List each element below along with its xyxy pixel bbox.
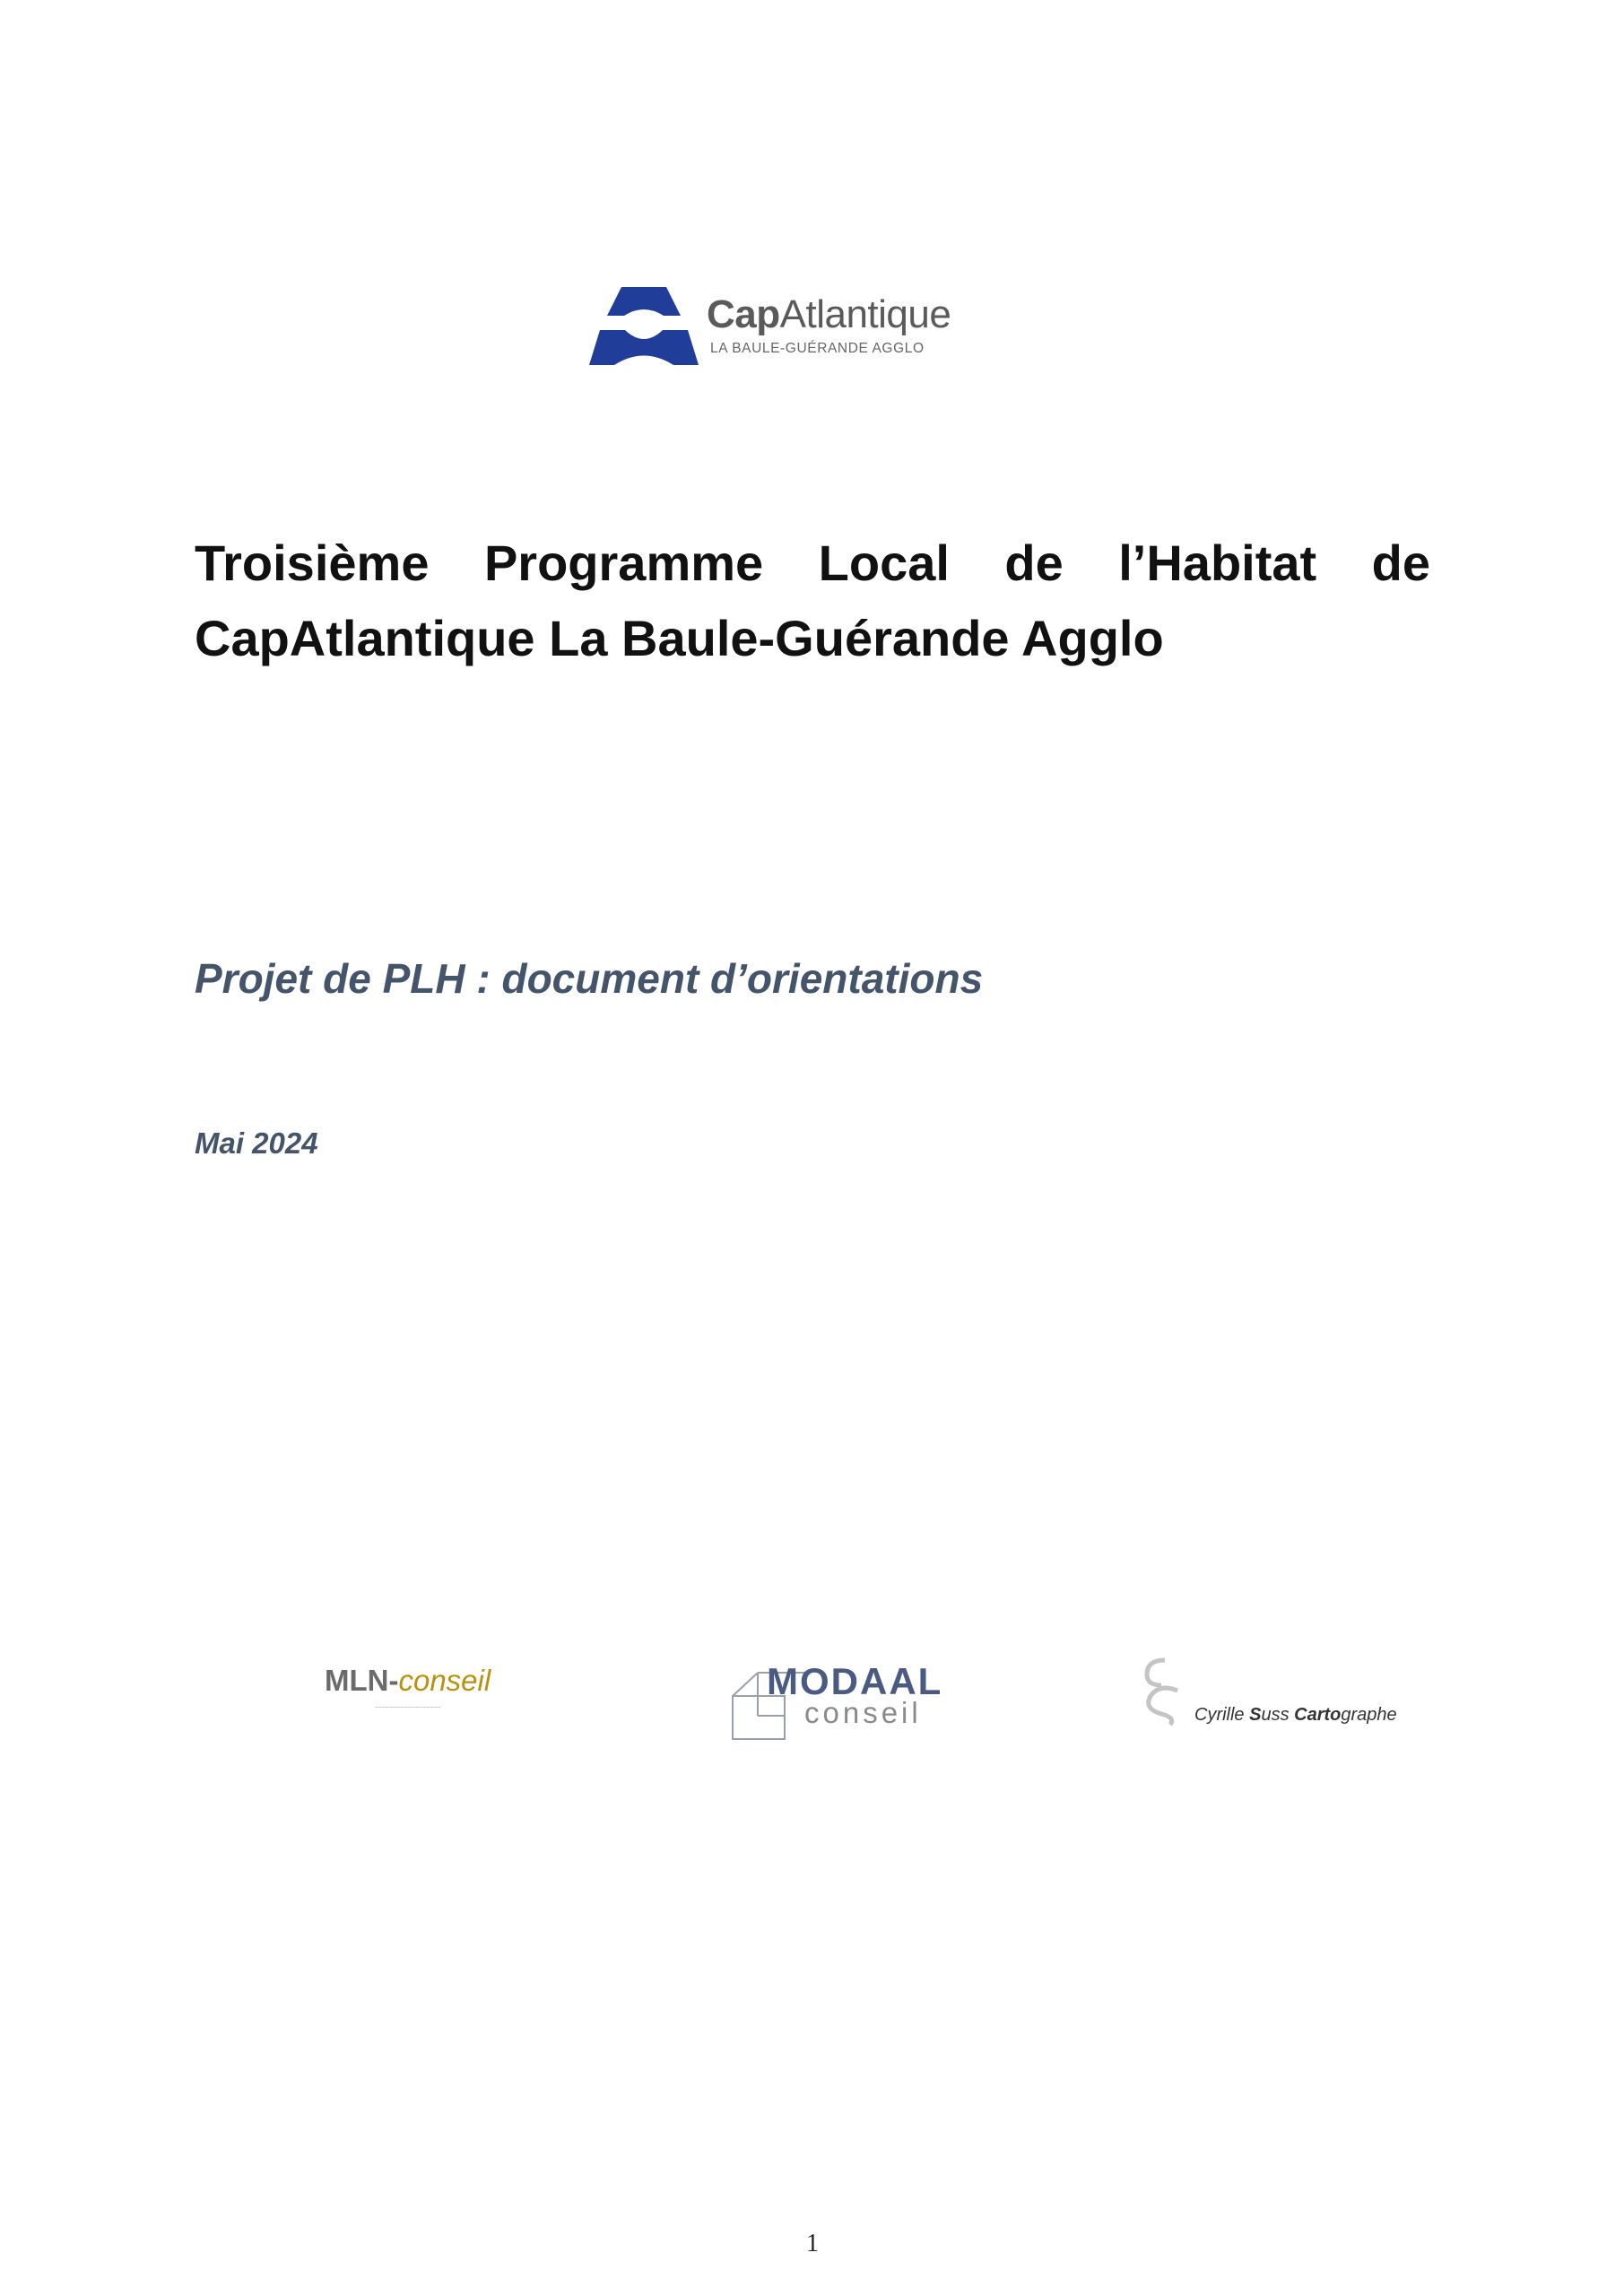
cyrille-suss-cartographe-logo: [1134, 1655, 1403, 1735]
capatlantique-logo-name: CapAtlantique: [707, 292, 951, 336]
capatlantique-logo: [587, 285, 955, 375]
modaal-conseil-logo: [731, 1660, 968, 1744]
document-date: Mai 2024: [195, 1126, 318, 1160]
capatlantique-emblem-icon: [587, 285, 699, 368]
document-title: [195, 526, 1430, 676]
modaal-logo-part-1: MODAAL: [767, 1660, 943, 1702]
modaal-logo-part-2: conseil: [804, 1696, 922, 1729]
document-subtitle: Projet de PLH : document d’orientations: [195, 955, 984, 1002]
document-title-line-1: Troisième Programme Local de l’Habitat de: [195, 535, 1430, 591]
mln-logo-tagline: ~~~~~~~~~~~~~~~~~~: [375, 1705, 441, 1711]
cs-monogram-icon: [1134, 1655, 1197, 1726]
capatlantique-logo-subtitle: LA BAULE-GUÉRANDE AGGLO: [710, 341, 925, 356]
mln-conseil-logo: [325, 1664, 549, 1718]
mln-logo-part-2: conseil: [398, 1664, 491, 1697]
document-title-line-2: CapAtlantique La Baule-Guérande Agglo: [195, 610, 1164, 666]
page-number: 1: [806, 2230, 819, 2257]
mln-logo-part-1: MLN-: [325, 1664, 399, 1697]
cartographe-logo-text: Cyrille Suss Cartographe: [1194, 1705, 1397, 1725]
